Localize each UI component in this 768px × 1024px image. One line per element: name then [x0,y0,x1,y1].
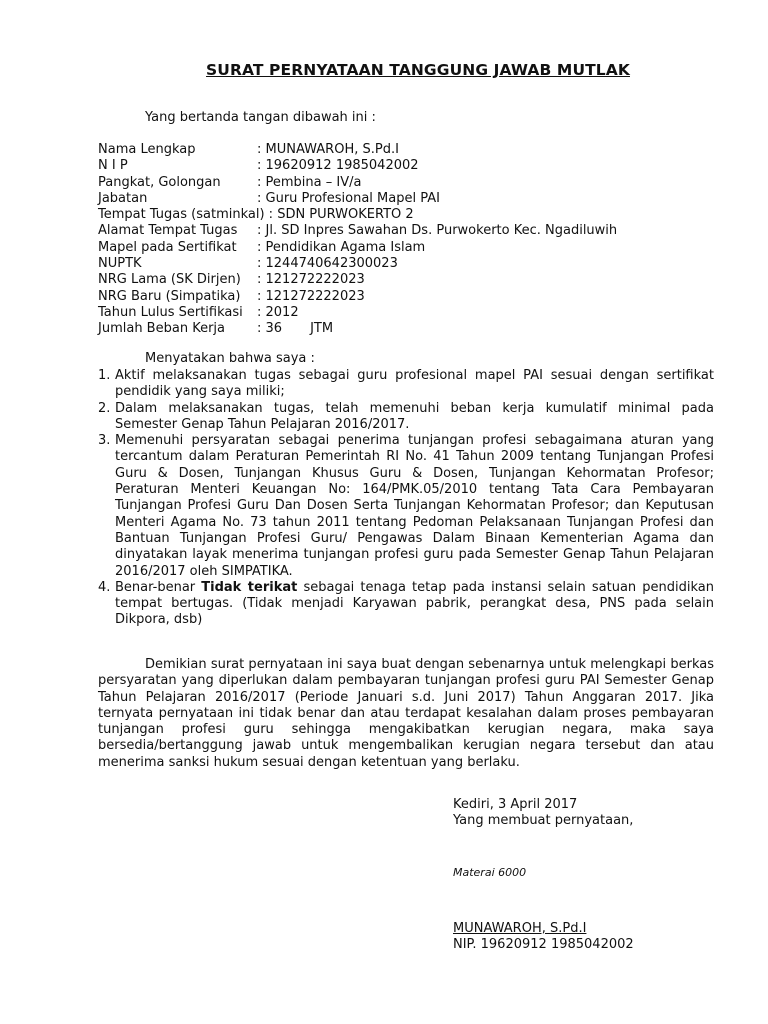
identity-value [257,158,419,174]
signature-place-block [453,797,633,830]
identity-value [257,240,425,256]
identity-value [257,272,365,288]
statement-item [98,580,714,629]
statement-text: Aktif melaksanakan tugas sebagai guru profesional mapel PAI sesuai dengan sertifikat pendidik yang saya miliki; [115,368,714,400]
statement-text-part: sebagai tenaga tetap pada instansi selain satuan pendidikan tempat bertugas. (Tidak menjadi Karyawan pabrik, perangkat desa, PNS pada selain Dikpora, dsb) [115,579,714,628]
statement-text-part: Benar-benar [115,579,202,595]
identity-value [257,305,299,321]
statement-number: 1. [98,368,111,383]
identity-value-text: : MUNAWAROH, S.Pd.I [257,142,399,157]
statement-text [115,580,714,628]
identity-value-text: : 19620912 1985042002 [257,158,419,174]
identity-value-text: : 2012 [257,304,299,320]
closing-text: Demikian surat pernyataan ini saya buat dengan sebenarnya untuk melengkapi berkas persyaratan yang diperlukan dalam pembayaran tunjangan profesi guru PAI Semester Genap Tahun Pelajaran 2016/2017 (Periode Januari s.d. Juni 2017) Tahun Anggaran 2017. Jika ternyata pernyataan ini tidak benar dan atau terdapat kesalahan dalam proses pembayaran tunjangan profesi guru sehingga mengakibatkan kerugian negara, maka saya bersedia/bertanggung jawab untuk mengembalikan kerugian negara tersebut dan atau menerima sanksi hukum sesuai dengan ketentuan yang berlaku. [98,657,714,770]
stamp-label: Materai 6000 [453,866,527,879]
identity-value [257,191,440,207]
identity-value [257,175,361,191]
statement-text: Dalam melaksanakan tugas, telah memenuhi beban kerja kumulatif minimal pada Semester Genap Tahun Pelajaran 2016/2017. [115,400,714,432]
identity-value [257,142,399,158]
identity-label: Tempat Tugas (satminkal) : SDN PURWOKERTO 2 [98,207,414,223]
place-date: Kediri, 3 April 2017 [453,797,578,812]
signer-nip: NIP. 19620912 1985042002 [453,937,634,953]
identity-label: Pangkat, Golongan [98,174,221,190]
identity-label: NRG Baru (Simpatika) [98,288,241,304]
identity-value [257,289,365,305]
statement-item [98,433,714,580]
intro-text: Yang bertanda tangan dibawah ini : [145,110,376,125]
signer-block [453,921,634,954]
statement-text: Memenuhi persyaratan sebagai penerima tunjangan profesi sebagaimana aturan yang tercantum dalam Peraturan Pemerintah RI No. 41 Tahun 2009 tentang Tunjangan Profesi Guru & Dosen, Tunjangan Khusus Guru & Dosen, Tunjangan Kehormatan Profesor; Peraturan Menteri Keuangan No: 164/PMK.05/2010 tentang Tata Cara Pembayaran Tunjangan Profesi Guru Dan Dosen Serta Tunjangan Kehormatan Profesor; dan Keputusan Menteri Agama No. 73 tahun 2011 tentang Pedoman Pelaksanaan Tunjangan Profesi dan Bantuan Tunjangan Profesi Guru/ Pengawas Dalam Binaan Kementerian Agama dan dinyatakan layak menerima tunjangan profesi guru pada Semester Genap Tahun Pelajaran 2016/2017 oleh SIMPATIKA. [115,433,714,579]
statement-emphasis: Tidak terikat [201,579,298,595]
identity-value-text: : Jl. SD Inpres Sawahan Ds. Purwokerto Kec. Ngadiluwih [257,223,618,239]
identity-label: NRG Lama (SK Dirjen) [98,272,241,288]
identity-value-text: : Guru Profesional Mapel PAI [257,190,440,206]
signer-name: MUNAWAROH, S.Pd.I [453,921,587,936]
identity-label: Tahun Lulus Sertifikasi [98,304,243,320]
statement-list [98,368,714,629]
identity-value-text: : Pendidikan Agama Islam [257,239,426,255]
identity-value [257,321,333,337]
identity-value [257,256,398,272]
statement-number: 3. [98,433,111,449]
identity-value-text: : 121272222023 [257,288,365,304]
identity-value-text: : 1244740642300023 [257,256,398,272]
identity-label: Nama Lengkap [98,142,196,157]
statement-number: 2. [98,400,111,416]
identity-label: Jumlah Beban Kerja [98,321,225,337]
document-title: SURAT PERNYATAAN TANGGUNG JAWAB MUTLAK [206,61,630,79]
identity-value-text: : 36 [257,321,283,337]
statement-item [98,368,714,401]
identity-label: Mapel pada Sertifikat [98,239,237,255]
identity-value [257,223,617,239]
statement-number: 4. [98,579,111,595]
identity-label: N I P [98,158,128,174]
statement-item [98,401,714,434]
maker-label: Yang membuat pernyataan, [453,813,634,829]
identity-label: NUPTK [98,256,142,272]
identity-suffix: JTM [310,321,334,337]
identity-value-text: : Pembina – IV/a [257,174,362,190]
identity-label: Alamat Tempat Tugas [98,223,238,239]
declare-intro: Menyatakan bahwa saya : [145,351,315,366]
identity-value-text: : 121272222023 [257,272,365,288]
closing-paragraph [98,657,714,771]
identity-label: Jabatan [98,190,148,206]
